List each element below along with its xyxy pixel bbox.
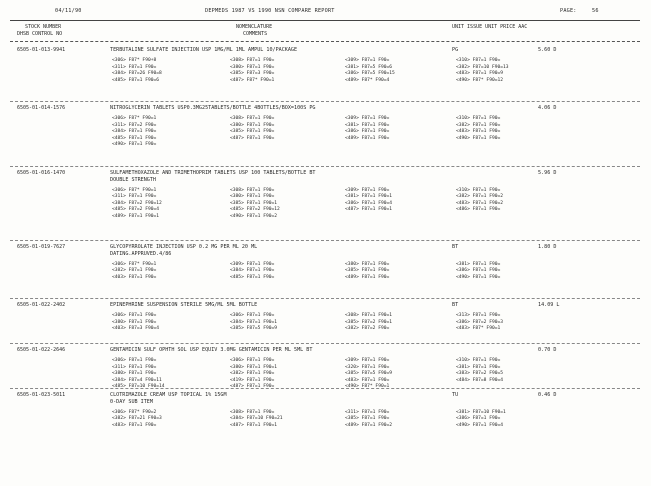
col-control-no: DHSB CONTROL NO	[17, 31, 63, 37]
nomenclature-line: DOUBLE STRENGTH	[110, 176, 157, 183]
unit-quantity-entry: <386> F87=2 F90=3	[456, 319, 504, 325]
stock-number: 6505-01-022-2402	[17, 302, 66, 308]
unit-quantity-entry: <385> F87=3 F90=	[230, 71, 275, 77]
page-number: 56	[592, 8, 599, 14]
stock-number: 6505-01-014-1576	[17, 105, 66, 111]
unit-quantity-entry: <485> F87=2 F90=4	[112, 207, 160, 213]
unit-quantity-entry: <308> F87=1 F90=	[230, 409, 275, 415]
nomenclature-line: GLYCOPYRROLATE INJECTION USP 0.2 MG PER ML 20 ML	[110, 244, 258, 250]
unit-quantity-entry: <309> F87=1 F90=	[345, 116, 390, 121]
unit-quantity-entry: <485> F87=10 F90=14	[112, 384, 165, 390]
unit-quantity-entry: <490> F87=1 F90=2	[230, 213, 278, 219]
unit-quantity-entry: <384> F87=26 F90=8	[112, 71, 162, 77]
unit-quantity-entry: <380> F87=1 F90=	[230, 64, 275, 70]
unit-quantity-entry: <487> F87=1 F90=1	[345, 207, 393, 213]
nomenclature-line: TERBUTALINE SULFATE INJECTION USP 1MG/ML 1ML AMPUL 10/PACKAGE	[110, 47, 298, 53]
unit-quantity-entry: <306> F87=1 F90=	[112, 313, 157, 318]
unit-quantity-entry: <306> F87=1 F90=	[230, 313, 275, 318]
unit-quantity-entry: <386> F87=1 F90=	[345, 129, 390, 135]
unit-quantity-entry: <486> F87=1 F90=	[456, 207, 501, 213]
nomenclature-line: SULFAMETHOXAZOLE AND TRIMETHOPRIM TABLETS USP 100 TABLETS/BOTTLE BT	[110, 170, 316, 176]
unit-quantity-entry: <380> F87=1 F90=	[112, 319, 157, 325]
unit-of-issue: BT	[452, 244, 459, 250]
unit-quantity-entry: <386> F87=1 F90=4	[345, 200, 393, 206]
unit-quantity-entry: <311> F87=1 F90=	[112, 64, 157, 70]
unit-quantity-entry: <309> F87=1 F90=	[345, 58, 390, 63]
stock-number: 6505-01-022-2646	[17, 347, 66, 353]
unit-quantity-entry: <487> F87=1 F90=	[230, 135, 275, 141]
unit-quantity-entry: <384> F87=4 F90=11	[112, 377, 162, 383]
unit-quantity-entry: <490> F87* F90=1	[345, 384, 390, 390]
unit-quantity-entry: <382> F87=10 F90=13	[456, 64, 509, 70]
unit-quantity-entry: <403> F87=1 F90=	[112, 274, 157, 280]
unit-quantity-entry: <386> F87=1 F90=	[456, 268, 501, 274]
unit-quantity-entry: <309> F87=1 F90=	[230, 261, 275, 267]
unit-quantity-entry: <483> F87=1 F90=	[456, 129, 501, 135]
unit-quantity-entry: <382> F87=1 F90=	[230, 371, 275, 377]
unit-price: 0.70 D	[538, 347, 557, 353]
unit-quantity-entry: <310> F87=1 F90=	[456, 116, 501, 121]
unit-quantity-entry: <381> F87=10 F90=1	[456, 409, 506, 415]
unit-quantity-entry: <308> F87=1 F90=1	[345, 313, 393, 318]
unit-quantity-entry: <382> F87=21 F90=3	[112, 416, 162, 422]
unit-quantity-entry: <310> F87=1 F90=	[456, 58, 501, 63]
unit-quantity-entry: <309> F87=1 F90=	[345, 187, 390, 193]
unit-quantity-entry: <384> F87=1 F90=	[112, 129, 157, 135]
unit-quantity-entry: <380> F87=1 F90=1	[230, 364, 278, 370]
record-separator	[10, 298, 640, 299]
unit-quantity-entry: <483> F87=1 F90=2	[456, 200, 504, 206]
nomenclature-line: DATING.APPRUVED.4/86	[110, 250, 172, 257]
unit-quantity-entry: <381> F87=1 F90=	[456, 261, 501, 267]
record-separator	[10, 240, 640, 241]
unit-quantity-entry: <381> F87=5 F90=6	[345, 64, 393, 70]
unit-quantity-entry: <490> F87=1 F90=	[112, 142, 157, 148]
unit-quantity-entry: <385> F87=5 F90=9	[345, 371, 393, 377]
unit-quantity-entry: <381> F87=1 F90=	[456, 364, 501, 370]
unit-quantity-entry: <490> F87=1 F90=	[456, 135, 501, 141]
unit-quantity-entry: <385> F87=2 F90=1	[345, 319, 393, 325]
unit-of-issue: BT	[452, 302, 459, 308]
unit-quantity-entry: <380> F87=1 F90=	[345, 261, 390, 267]
unit-quantity-entry: <403> F87=3 F90=4	[112, 326, 160, 332]
nomenclature-line: GENTAMICIN SULF OPHTH SOL USP EQUIV 3.0MG GENTAMICIN PER ML 5ML BT	[110, 347, 313, 353]
unit-quantity-entry: <485> F87=2 F90=12	[230, 207, 280, 213]
stock-number: 6505-01-016-1470	[17, 170, 66, 176]
unit-price: 5.60 D	[538, 47, 557, 53]
unit-quantity-entry: <311> F87=2 F90=	[112, 122, 157, 128]
col-stock-number: STOCK NUMBER	[25, 24, 62, 30]
unit-quantity-entry: <487> F87* F90=1	[230, 77, 275, 83]
stock-number: 6505-01-013-9941	[17, 47, 66, 53]
record-separator	[10, 343, 640, 344]
unit-quantity-entry: <313> F87=1 F90=	[456, 313, 501, 318]
nomenclature-line: NITROGLYCERIN TABLETS USP0.3MG25TABLETS/BOTTLE 4BOTTLES/BOX=100S PG	[110, 105, 316, 111]
unit-quantity-entry: <380> F87=1 F90=	[112, 371, 157, 377]
unit-quantity-entry: <485> F87=1 F90=	[230, 274, 275, 280]
unit-quantity-entry: <381> F87=1 F90=1	[345, 194, 393, 200]
unit-quantity-entry: <384> F87=2 F90=12	[112, 200, 162, 206]
unit-quantity-entry: <385> F87=5 F90=9	[230, 326, 278, 332]
unit-quantity-entry: <382> F87=1 F90=	[112, 268, 157, 274]
unit-quantity-entry: <320> F87=1 F90=	[345, 364, 390, 370]
col-comments: COMMENTS	[243, 31, 268, 37]
unit-quantity-entry: <308> F87=1 F90=	[230, 187, 275, 193]
unit-quantity-entry: <382> F87=2 F90=	[345, 326, 390, 332]
page-label: PAGE:	[560, 8, 577, 14]
unit-quantity-entry: <489> F87=1 F90=2	[345, 422, 393, 428]
unit-quantity-entry: <384> F87=10 F90=21	[230, 416, 283, 422]
unit-quantity-entry: <386> F87=5 F90=15	[345, 71, 395, 77]
stock-number: 6505-01-023-5011	[17, 392, 66, 398]
unit-quantity-entry: <308> F87=1 F90=	[230, 116, 275, 121]
unit-quantity-entry: <382> F87=1 F90=	[456, 122, 501, 128]
unit-quantity-entry: <490> F87=1 F90=4	[456, 422, 504, 428]
unit-quantity-entry: <385> F87=1 F90=1	[230, 200, 278, 206]
unit-quantity-entry: <306> F87=1 F90=	[230, 358, 275, 363]
header-rule	[10, 20, 640, 21]
record-separator	[10, 101, 640, 102]
unit-quantity-entry: <485> F87=1 F90=6	[112, 77, 160, 83]
unit-quantity-entry: <385> F87=1 F90=	[230, 129, 275, 135]
unit-quantity-entry: <489> F87=1 F90=1	[112, 213, 160, 219]
unit-price: 0.46 D	[538, 392, 557, 398]
unit-quantity-entry: <487> F87=1 F90=1	[230, 422, 278, 428]
unit-quantity-entry: <310> F87=1 F90=	[456, 358, 501, 363]
unit-quantity-entry: <489> F87=1 F90=	[345, 274, 390, 280]
unit-quantity-entry: <308> F87=1 F90=	[230, 58, 275, 63]
unit-quantity-entry: <382> F87=1 F90=2	[456, 194, 504, 200]
record-separator	[10, 166, 640, 167]
unit-quantity-entry: <311> F87=1 F90=	[112, 364, 157, 370]
unit-quantity-entry: <419> F87=1 F90=	[230, 377, 275, 383]
unit-quantity-entry: <311> F87=1 F90=	[345, 409, 390, 415]
nomenclature-line: EPINEPHRINE SUSPENSION STERILE 5MG/ML 5ML BOTTLE	[110, 302, 258, 308]
unit-quantity-entry: <310> F87=1 F90=	[456, 187, 501, 193]
unit-quantity-entry: <311> F87=1 F90=	[112, 194, 157, 200]
unit-quantity-entry: <306> F87* F90+8	[112, 58, 157, 63]
unit-quantity-entry: <483> F87=1 F90=	[112, 422, 157, 428]
unit-quantity-entry: <487> F87=1 F90=	[230, 384, 275, 390]
unit-quantity-entry: <483> F87=1 F90=	[345, 377, 390, 383]
unit-quantity-entry: <380> F87=1 F90=	[230, 122, 275, 128]
column-rule	[10, 41, 640, 42]
unit-of-issue: TU	[452, 392, 459, 398]
unit-price: 5.96 D	[538, 170, 557, 176]
unit-quantity-entry: <306> F87=1 F90=	[112, 358, 157, 363]
unit-quantity-entry: <385> F87=1 F90=	[345, 268, 390, 274]
nomenclature-line: CLOTRIMAZOLE CREAM USP TOPICAL 1% 15GM	[110, 392, 227, 398]
unit-quantity-entry: <306> F87* F90=1	[112, 261, 157, 267]
unit-price: 14.09 L	[538, 302, 560, 308]
unit-quantity-entry: <306> F87* F90=2	[112, 409, 157, 415]
unit-quantity-entry: <386> F87=1 F90=	[456, 416, 501, 422]
col-unit-issue-price-aac: UNIT ISSUE UNIT PRICE AAC	[452, 24, 528, 30]
unit-quantity-entry: <489> F87=1 F90=	[345, 135, 390, 141]
unit-quantity-entry: <384> F87=1 F90=	[230, 268, 275, 274]
unit-quantity-entry: <484> F87=8 F90=4	[456, 377, 504, 383]
col-nomenclature: NOMENCLATURE	[236, 24, 273, 30]
unit-quantity-entry: <384> F87=1 F90=1	[230, 319, 278, 325]
unit-quantity-entry: <490> F87* F90=12	[456, 77, 504, 83]
unit-price: 4.06 D	[538, 105, 557, 111]
unit-quantity-entry: <306> F87* F90=1	[112, 187, 157, 193]
unit-quantity-entry: <490> F87=1 F90=	[456, 274, 501, 280]
report-date: 04/11/90	[55, 8, 82, 14]
unit-quantity-entry: <380> F87=1 F90=	[230, 194, 275, 200]
unit-quantity-entry: <383> F87=2 F90=5	[456, 371, 504, 377]
record-separator	[10, 388, 640, 389]
stock-number: 6505-01-019-7627	[17, 244, 66, 250]
unit-quantity-entry: <483> F87* F90=1	[456, 326, 501, 332]
unit-price: 1.80 D	[538, 244, 557, 250]
unit-quantity-entry: <385> F87=1 F90=	[345, 416, 390, 422]
unit-quantity-entry: <483> F87=1 F90=9	[456, 71, 504, 77]
unit-quantity-entry: <306> F87* F90=1	[112, 116, 157, 121]
unit-quantity-entry: <381> F87=1 F90=	[345, 122, 390, 128]
unit-quantity-entry: <309> F87=1 F90=	[345, 358, 390, 363]
unit-quantity-entry: <485> F87=1 F90=	[112, 135, 157, 141]
nomenclature-line: 0-DAY SUB ITEM	[110, 398, 153, 405]
report-title: DEPMEDS 1987 VS 1990 NSN COMPARE REPORT	[205, 8, 335, 14]
unit-quantity-entry: <489> F87* F90=4	[345, 77, 390, 83]
unit-of-issue: PG	[452, 47, 459, 53]
